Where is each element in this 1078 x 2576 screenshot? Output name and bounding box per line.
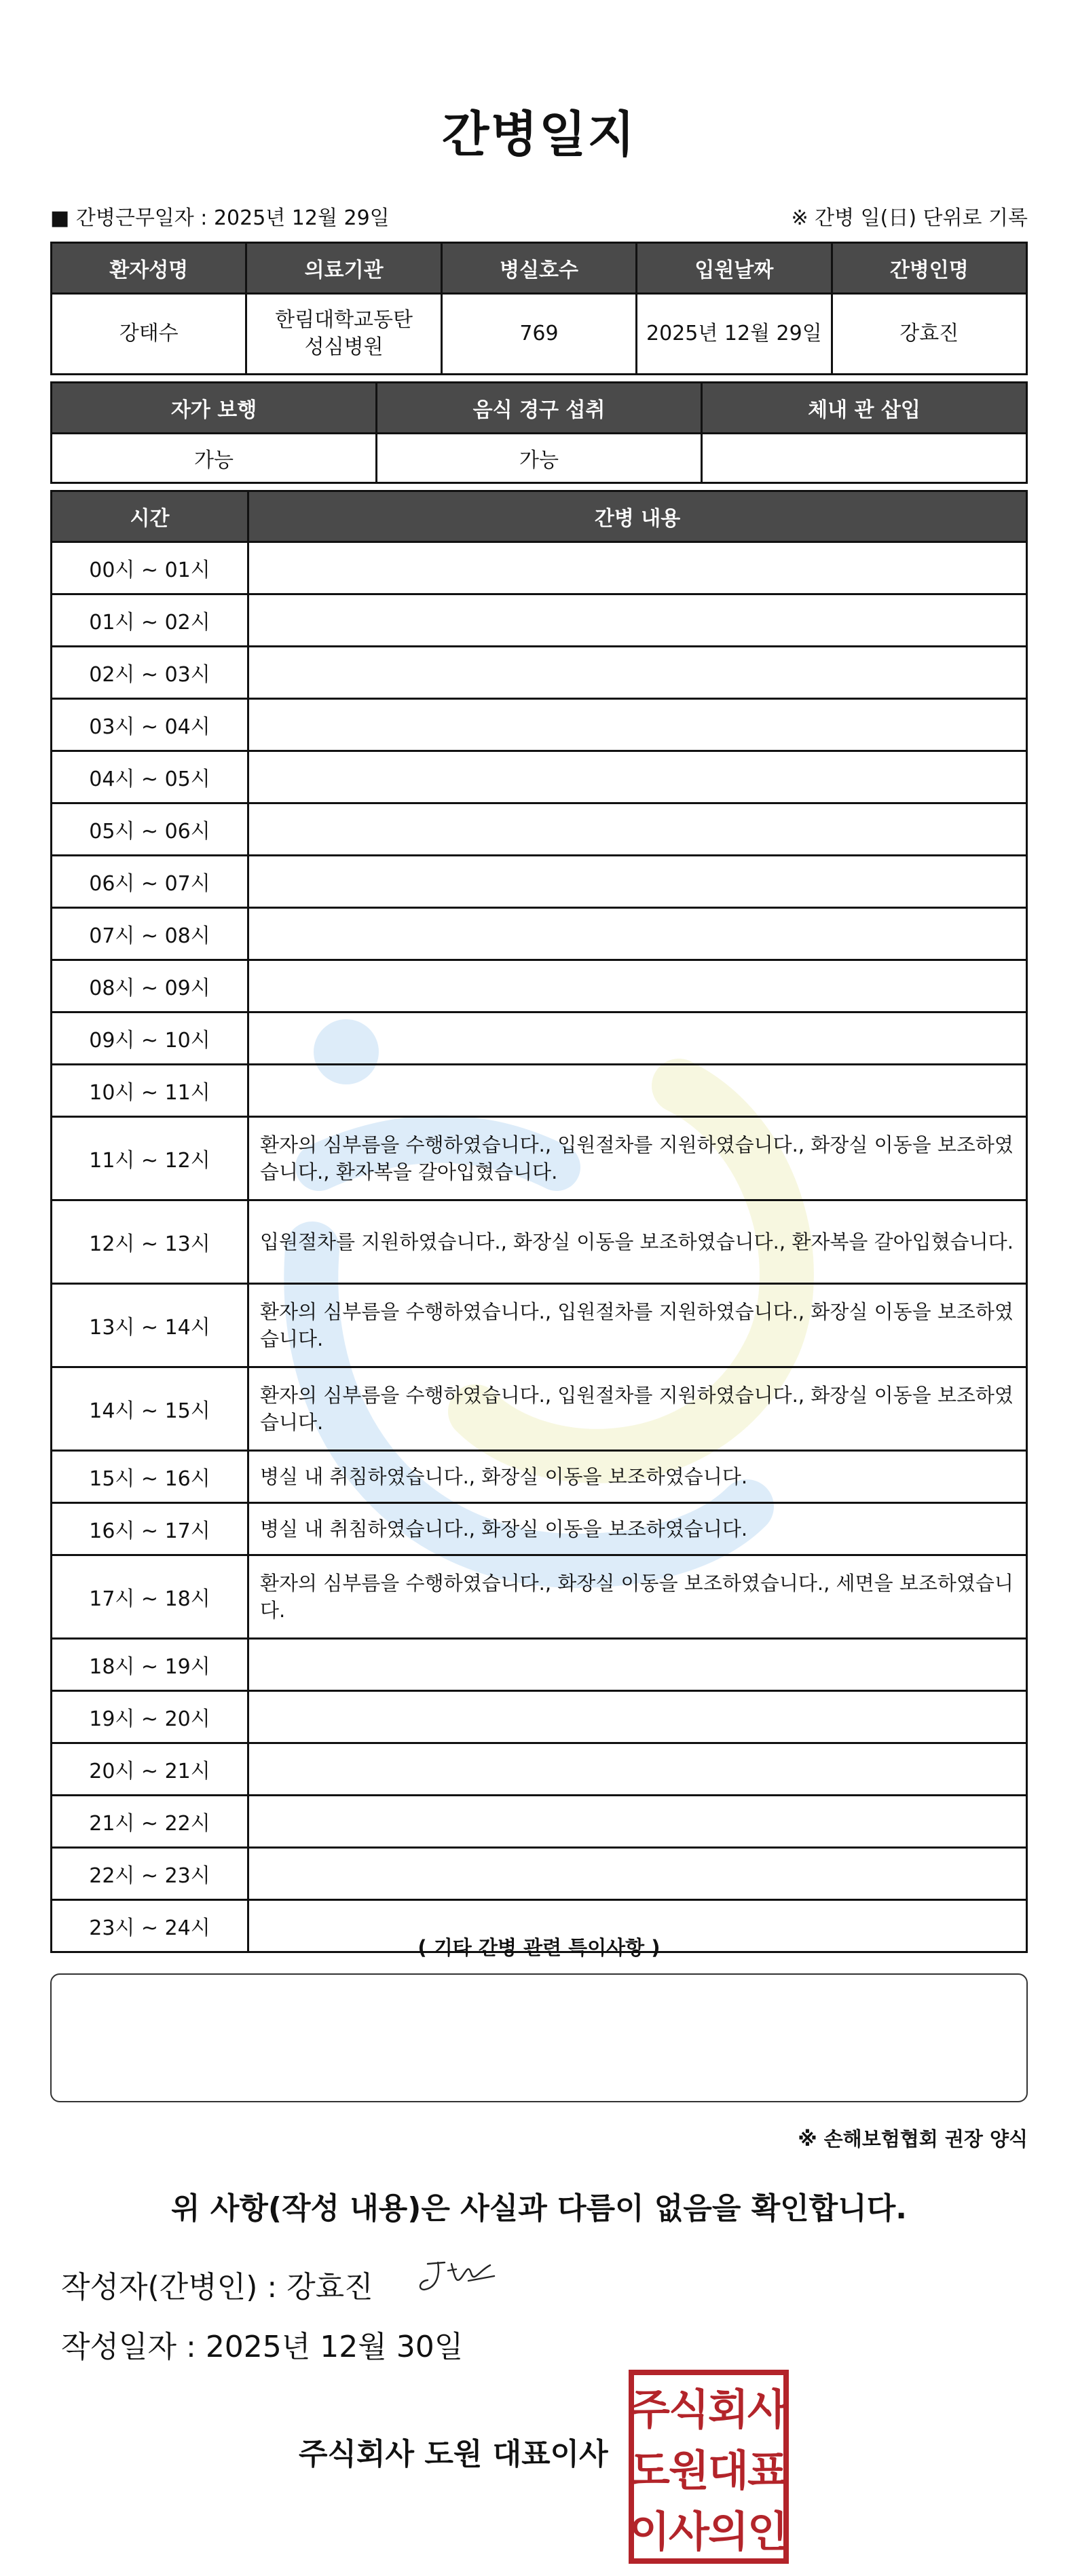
special-notes-box [50, 1973, 1028, 2102]
admission-date: 2025년 12월 29일 [637, 294, 832, 375]
patient-info-value-row [52, 294, 1027, 375]
document-title: 간병일지 [441, 106, 637, 163]
care-log-row [52, 1065, 1027, 1117]
patient-info-header-row [52, 243, 1027, 294]
time-slot: 14시 ~ 15시 [52, 1367, 248, 1451]
care-log-row [52, 1555, 1027, 1639]
header-care-content: 간병 내용 [248, 491, 1027, 542]
care-log-row [52, 1284, 1027, 1367]
time-slot: 21시 ~ 22시 [52, 1796, 248, 1848]
care-log-row [52, 542, 1027, 594]
care-log-row [52, 1848, 1027, 1900]
seal-character: 주 [629, 2385, 670, 2434]
care-content [248, 1639, 1027, 1691]
care-log-row [52, 751, 1027, 803]
care-log-row [52, 1200, 1027, 1284]
header-admission-date: 입원날짜 [637, 243, 832, 294]
header-patient-name: 환자성명 [52, 243, 246, 294]
care-log-row [52, 594, 1027, 647]
care-log-row [52, 647, 1027, 699]
time-slot: 20시 ~ 21시 [52, 1743, 248, 1796]
seal-character: 대 [708, 2446, 749, 2495]
time-slot: 16시 ~ 17시 [52, 1503, 248, 1555]
header-room-number: 병실호수 [441, 243, 636, 294]
care-content [248, 1691, 1027, 1743]
time-slot: 17시 ~ 18시 [52, 1555, 248, 1639]
care-log-row [52, 1503, 1027, 1555]
header-oral-intake: 음식 경구 섭취 [377, 383, 702, 434]
care-content [248, 803, 1027, 856]
special-notes-title: ( 기타 간병 관련 특이사항 ) [417, 1936, 661, 1959]
care-log-row [52, 1691, 1027, 1743]
writer-line: 작성자(간병인) : 강효진 [61, 2270, 373, 2305]
handwritten-signature [414, 2250, 502, 2298]
care-log-row [52, 1743, 1027, 1796]
oral-intake-value: 가능 [377, 434, 702, 483]
seal-character: 사 [747, 2385, 788, 2434]
confirmation-statement: 위 사항(작성 내용)은 사실과 다름이 없음을 확인합니다. [171, 2191, 907, 2226]
care-content: 병실 내 취침하였습니다., 화장실 이동을 보조하였습니다. [248, 1503, 1027, 1555]
seal-character: 표 [747, 2446, 788, 2495]
care-content [248, 751, 1027, 803]
care-log-table [50, 490, 1028, 1953]
company-representative: 주식회사 도원 대표이사 [299, 2437, 608, 2471]
time-slot: 19시 ~ 20시 [52, 1691, 248, 1743]
seal-character: 원 [669, 2446, 709, 2495]
header-hospital: 의료기관 [246, 243, 441, 294]
header-self-walking: 자가 보행 [52, 383, 377, 434]
header-time: 시간 [52, 491, 248, 542]
time-slot: 06시 ~ 07시 [52, 856, 248, 908]
care-content [248, 856, 1027, 908]
time-slot: 07시 ~ 08시 [52, 908, 248, 960]
care-content [248, 1848, 1027, 1900]
care-log-row [52, 908, 1027, 960]
care-content [248, 542, 1027, 594]
time-slot: 03시 ~ 04시 [52, 699, 248, 751]
company-seal-stamp [627, 2368, 790, 2565]
care-work-date: ■ 간병근무일자 : 2025년 12월 29일 [50, 206, 390, 230]
care-log-row [52, 699, 1027, 751]
care-log-row [52, 1012, 1027, 1065]
care-content [248, 1743, 1027, 1796]
header-caregiver-name: 간병인명 [832, 243, 1026, 294]
seal-character: 의 [708, 2507, 749, 2556]
ability-header-row [52, 383, 1027, 434]
care-content: 환자의 심부름을 수행하였습니다., 입원절차를 지원하였습니다., 화장실 이동을 보조하였습니다. [248, 1367, 1027, 1451]
time-slot: 10시 ~ 11시 [52, 1065, 248, 1117]
time-slot: 11시 ~ 12시 [52, 1117, 248, 1200]
care-log-row [52, 1451, 1027, 1503]
time-slot: 05시 ~ 06시 [52, 803, 248, 856]
care-log-body [52, 542, 1027, 1952]
tube-insertion-value [702, 434, 1027, 483]
care-content [248, 1796, 1027, 1848]
care-log-row [52, 803, 1027, 856]
care-log-row [52, 1796, 1027, 1848]
care-log-row [52, 1367, 1027, 1451]
room-number: 769 [441, 294, 636, 375]
care-content: 환자의 심부름을 수행하였습니다., 화장실 이동을 보조하였습니다., 세면을 보조하였습니다. [248, 1555, 1027, 1639]
time-slot: 04시 ~ 05시 [52, 751, 248, 803]
time-slot: 01시 ~ 02시 [52, 594, 248, 647]
care-content [248, 960, 1027, 1012]
time-slot: 02시 ~ 03시 [52, 647, 248, 699]
time-slot: 12시 ~ 13시 [52, 1200, 248, 1284]
care-content [248, 1065, 1027, 1117]
seal-character: 도 [629, 2446, 670, 2495]
care-content [248, 594, 1027, 647]
patient-name: 강태수 [52, 294, 246, 375]
seal-character: 이 [629, 2507, 670, 2556]
care-content [248, 699, 1027, 751]
time-slot: 13시 ~ 14시 [52, 1284, 248, 1367]
record-unit-note: ※ 간병 일(日) 단위로 기록 [791, 206, 1028, 230]
care-log-row [52, 856, 1027, 908]
care-content [248, 1012, 1027, 1065]
time-slot: 08시 ~ 09시 [52, 960, 248, 1012]
care-log-row [52, 1117, 1027, 1200]
care-content: 입원절차를 지원하였습니다., 화장실 이동을 보조하였습니다., 환자복을 갈아입혔습니다. [248, 1200, 1027, 1284]
patient-ability-table [50, 381, 1028, 484]
caregiver-name: 강효진 [832, 294, 1026, 375]
time-slot: 18시 ~ 19시 [52, 1639, 248, 1691]
care-content: 환자의 심부름을 수행하였습니다., 입원절차를 지원하였습니다., 화장실 이동을 보조하였습니다. [248, 1284, 1027, 1367]
time-slot: 09시 ~ 10시 [52, 1012, 248, 1065]
seal-character: 식 [669, 2385, 709, 2434]
special-notes-content [52, 1975, 1026, 1996]
seal-character: 회 [708, 2385, 749, 2434]
care-log-row [52, 1639, 1027, 1691]
patient-info-table [50, 242, 1028, 375]
association-form-note: ※ 손해보험협회 권장 양식 [798, 2127, 1028, 2151]
written-date-line: 작성일자 : 2025년 12월 30일 [61, 2330, 464, 2364]
seal-character: 인 [747, 2507, 788, 2556]
care-log-header-row [52, 491, 1027, 542]
time-slot: 00시 ~ 01시 [52, 542, 248, 594]
seal-character: 사 [669, 2507, 709, 2556]
hospital-name: 한림대학교동탄성심병원 [246, 294, 441, 375]
care-content: 환자의 심부름을 수행하였습니다., 입원절차를 지원하였습니다., 화장실 이동을 보조하였습니다., 환자복을 갈아입혔습니다. [248, 1117, 1027, 1200]
care-content: 병실 내 취침하였습니다., 화장실 이동을 보조하였습니다. [248, 1451, 1027, 1503]
time-slot: 22시 ~ 23시 [52, 1848, 248, 1900]
time-slot: 15시 ~ 16시 [52, 1451, 248, 1503]
care-content [248, 908, 1027, 960]
care-content [248, 647, 1027, 699]
ability-value-row [52, 434, 1027, 483]
header-tube-insertion: 체내 관 삽입 [702, 383, 1027, 434]
care-log-row [52, 960, 1027, 1012]
self-walking-value: 가능 [52, 434, 377, 483]
time-slot: 23시 ~ 24시 [52, 1900, 248, 1952]
